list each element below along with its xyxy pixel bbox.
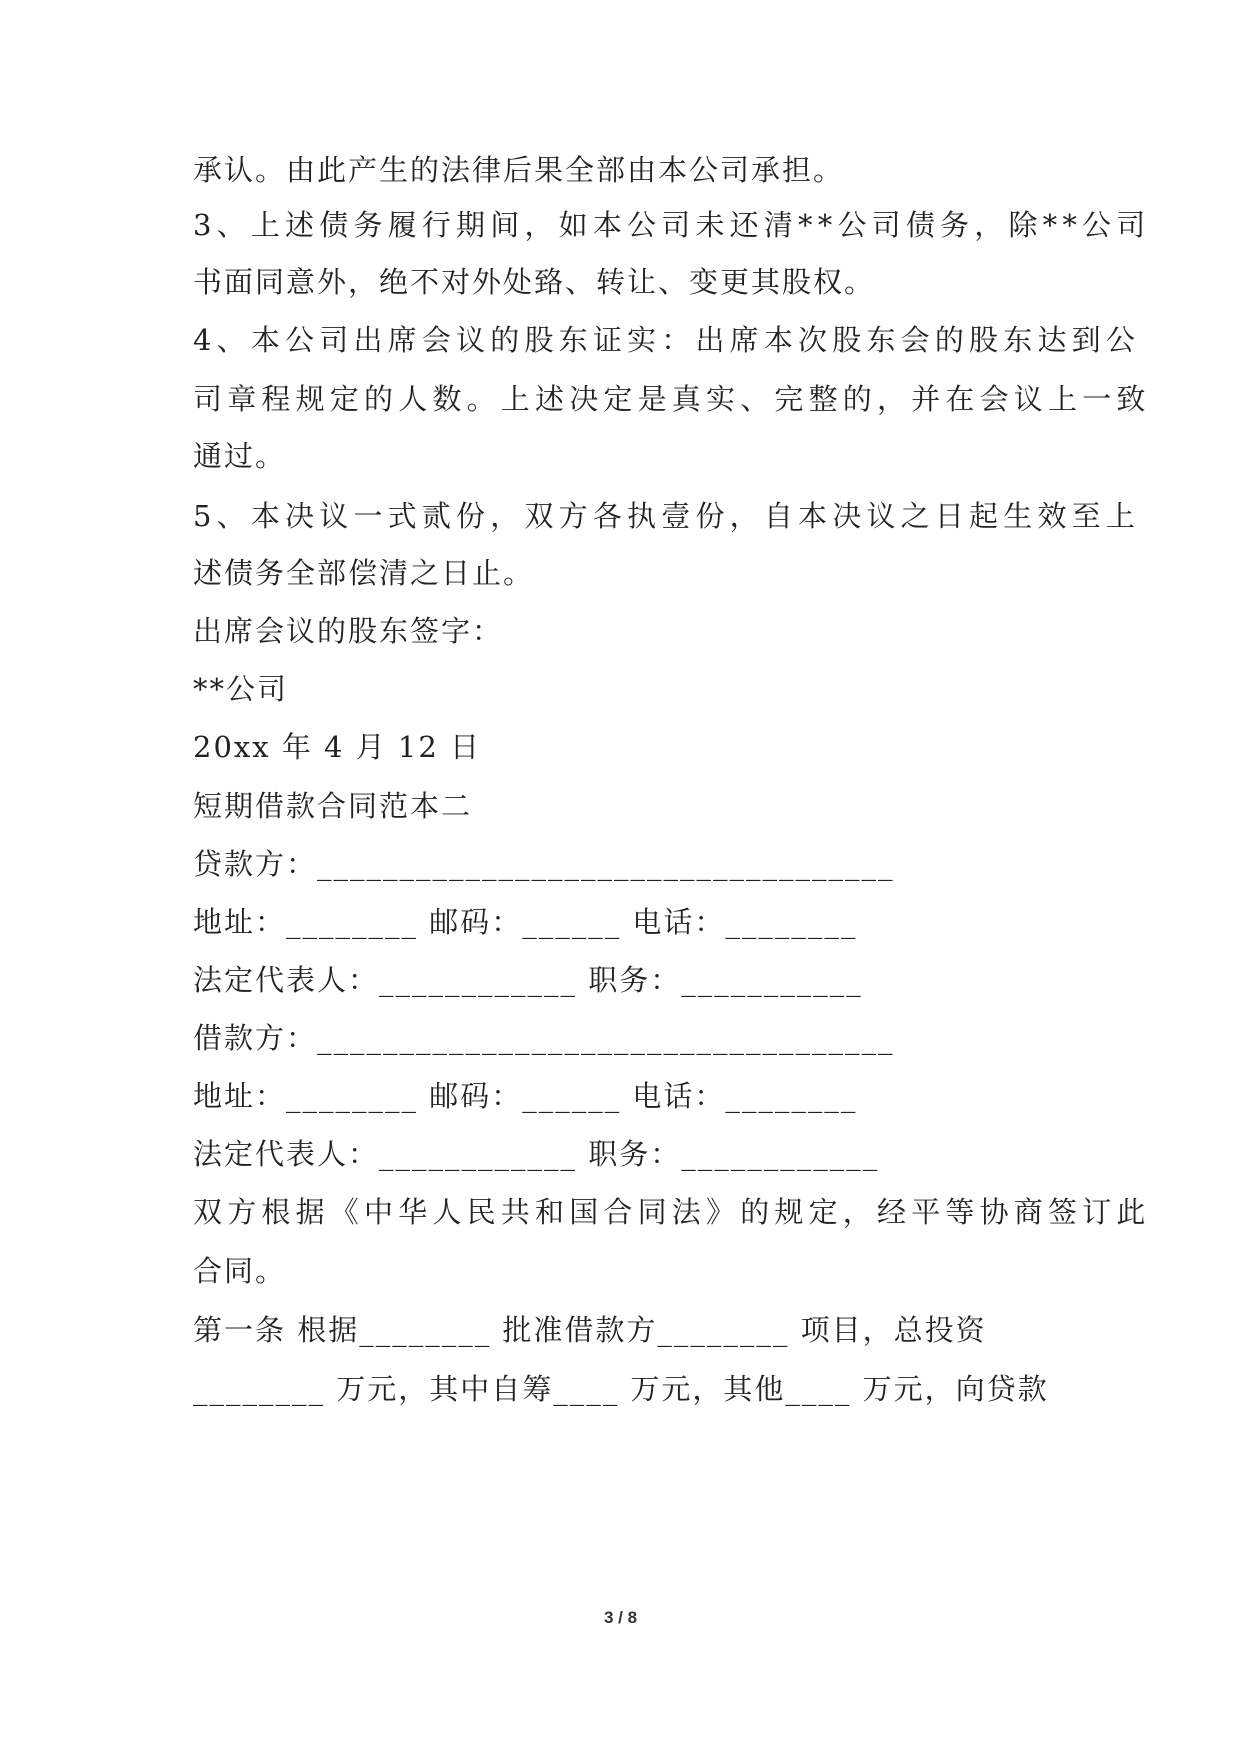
section-title: 短期借款合同范本二 xyxy=(193,789,473,823)
text-line: 4、本公司出席会议的股东证实：出席本次股东会的股东达到公 xyxy=(193,323,1141,357)
borrower-address-field: 地址：________ 邮码：______ 电话：________ xyxy=(193,1079,858,1113)
text-line: 通过。 xyxy=(193,439,287,473)
article-line: ________ 万元，其中自筹____ 万元，其他____ 万元，向贷款 xyxy=(193,1372,1049,1406)
signature-label: 出席会议的股东签字： xyxy=(193,614,504,648)
text-line: 3、上述债务履行期间，如本公司未还清**公司债务，除**公司 xyxy=(193,208,1151,242)
borrower-representative-field: 法定代表人：____________ 职务：____________ xyxy=(193,1137,880,1171)
article-line: 第一条 根据________ 批准借款方________ 项目，总投资 xyxy=(193,1313,987,1347)
borrower-field: 借款方：___________________________________ xyxy=(193,1021,895,1055)
page-number: 3 / 8 xyxy=(603,1608,638,1627)
lender-representative-field: 法定代表人：____________ 职务：___________ xyxy=(193,963,863,997)
lender-address-field: 地址：________ 邮码：______ 电话：________ xyxy=(193,905,858,939)
lender-field: 贷款方：___________________________________ xyxy=(193,847,895,881)
text-line: 承认。由此产生的法律后果全部由本公司承担。 xyxy=(193,153,845,187)
text-line: 述债务全部偿清之日止。 xyxy=(193,556,535,590)
text-line: 合同。 xyxy=(193,1254,287,1288)
company-name: **公司 xyxy=(193,672,289,706)
text-line: 双方根据《中华人民共和国合同法》的规定，经平等协商签订此 xyxy=(193,1195,1151,1229)
document-date: 20xx 年 4 月 12 日 xyxy=(193,730,482,764)
text-line: 书面同意外，绝不对外处臵、转让、变更其股权。 xyxy=(193,265,876,299)
text-line: 司章程规定的人数。上述决定是真实、完整的，并在会议上一致 xyxy=(193,382,1151,416)
text-line: 5、本决议一式贰份，双方各执壹份，自本决议之日起生效至上 xyxy=(193,499,1141,533)
